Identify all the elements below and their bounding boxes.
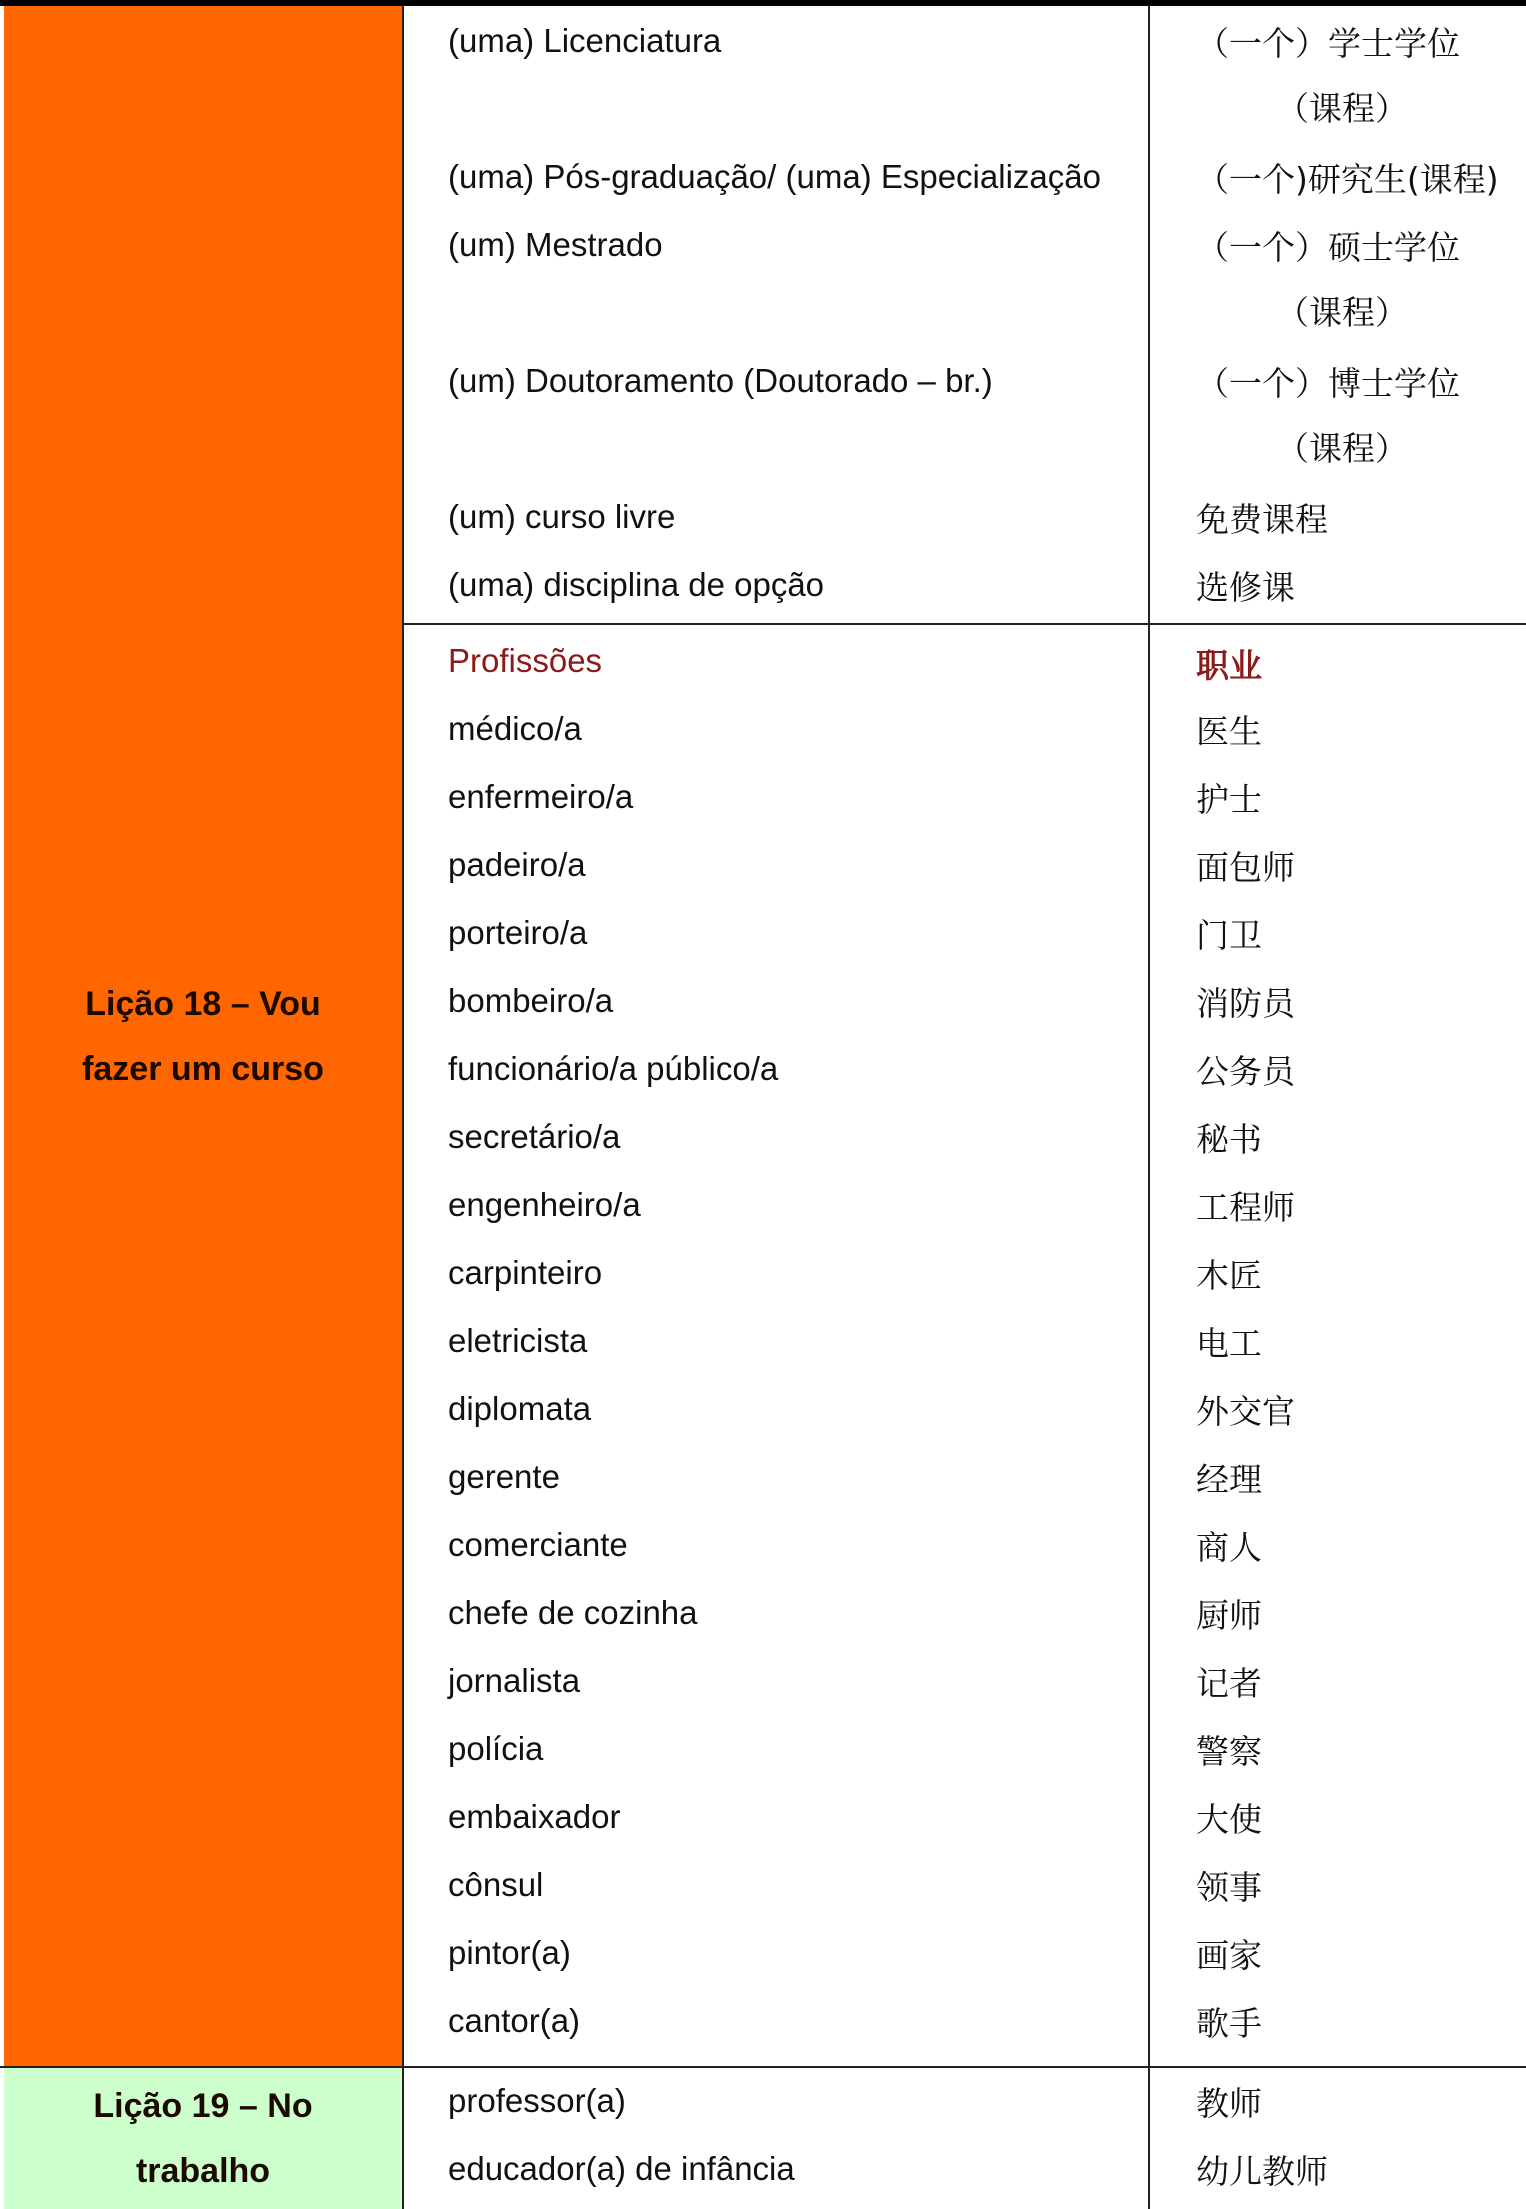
work-zh: 幼儿教师 (1196, 2152, 1328, 2191)
course-zh: （课程） (1276, 293, 1408, 332)
profession-zh: 大使 (1196, 1800, 1262, 1839)
lesson-18-title: Lição 18 – Vou fazer um curso (82, 984, 324, 1088)
course-zh: （一个)研究生(课程) (1196, 160, 1499, 199)
course-zh: （课程） (1276, 89, 1408, 128)
profession-pt: diplomata (448, 1390, 592, 1427)
profession-pt: pintor(a) (448, 1934, 571, 1971)
course-zh: （一个）学士学位 (1196, 24, 1460, 63)
profession-pt: eletricista (448, 1322, 588, 1359)
profession-zh: 木匠 (1196, 1256, 1262, 1295)
profession-zh: 工程师 (1196, 1188, 1295, 1227)
work-pt: professor(a) (448, 2082, 626, 2119)
course-zh: （课程） (1276, 429, 1408, 468)
profession-pt: gerente (448, 1458, 560, 1495)
row-divider-courses (402, 623, 1526, 625)
course-zh: （一个）博士学位 (1196, 364, 1460, 403)
course-pt: (uma) Pós-graduação/ (uma) Especialização (448, 158, 1101, 195)
profession-zh: 记者 (1196, 1664, 1262, 1703)
profession-pt: cônsul (448, 1866, 544, 1903)
profession-zh: 画家 (1196, 1936, 1262, 1975)
profession-zh: 厨师 (1196, 1596, 1262, 1635)
profession-pt: chefe de cozinha (448, 1594, 698, 1631)
column-divider-right (1148, 6, 1150, 2209)
profession-zh: 公务员 (1196, 1052, 1295, 1091)
course-pt: (um) Mestrado (448, 226, 663, 263)
profession-pt: comerciante (448, 1526, 628, 1563)
profession-zh: 外交官 (1196, 1392, 1295, 1431)
profession-pt: cantor(a) (448, 2002, 581, 2039)
profession-pt: médico/a (448, 710, 582, 747)
course-zh: （一个）硕士学位 (1196, 228, 1460, 267)
profession-pt: enfermeiro/a (448, 778, 634, 815)
profession-pt: engenheiro/a (448, 1186, 641, 1223)
profession-pt: polícia (448, 1730, 544, 1767)
row-divider-lessons (0, 2066, 1526, 2068)
professions-header-zh: 职业 (1196, 646, 1262, 685)
course-pt: (uma) disciplina de opção (448, 566, 825, 603)
profession-zh: 领事 (1196, 1868, 1262, 1907)
profession-pt: funcionário/a público/a (448, 1050, 779, 1087)
professions-header-pt: Profissões (448, 642, 603, 679)
course-zh: 免费课程 (1196, 500, 1328, 539)
profession-zh: 面包师 (1196, 848, 1295, 887)
profession-zh: 警察 (1196, 1732, 1262, 1771)
profession-zh: 门卫 (1196, 916, 1262, 955)
profession-zh: 商人 (1196, 1528, 1262, 1567)
work-pt: educador(a) de infância (448, 2150, 795, 2187)
course-pt: (um) Doutoramento (Doutorado – br.) (448, 362, 993, 399)
work-zh: 教师 (1196, 2084, 1262, 2123)
profession-pt: jornalista (448, 1662, 581, 1699)
lesson-19-cell (4, 2068, 402, 2209)
profession-pt: embaixador (448, 1798, 621, 1835)
profession-zh: 经理 (1196, 1460, 1262, 1499)
profession-pt: secretário/a (448, 1118, 621, 1155)
course-pt: (uma) Licenciatura (448, 22, 722, 59)
profession-zh: 医生 (1196, 712, 1262, 751)
profession-zh: 歌手 (1196, 2004, 1262, 2043)
profession-zh: 护士 (1196, 780, 1262, 819)
course-pt: (um) curso livre (448, 498, 676, 535)
profession-zh: 电工 (1196, 1324, 1262, 1363)
profession-pt: padeiro/a (448, 846, 586, 883)
profession-zh: 秘书 (1196, 1120, 1262, 1159)
lesson-18-cell (4, 6, 402, 2067)
profession-pt: bombeiro/a (448, 982, 614, 1019)
lesson-19-title: Lição 19 – No trabalho (93, 2086, 313, 2190)
profession-pt: porteiro/a (448, 914, 588, 951)
profession-zh: 消防员 (1196, 984, 1295, 1023)
column-divider-left (402, 6, 404, 2209)
course-zh: 选修课 (1196, 568, 1295, 607)
profession-pt: carpinteiro (448, 1254, 603, 1291)
